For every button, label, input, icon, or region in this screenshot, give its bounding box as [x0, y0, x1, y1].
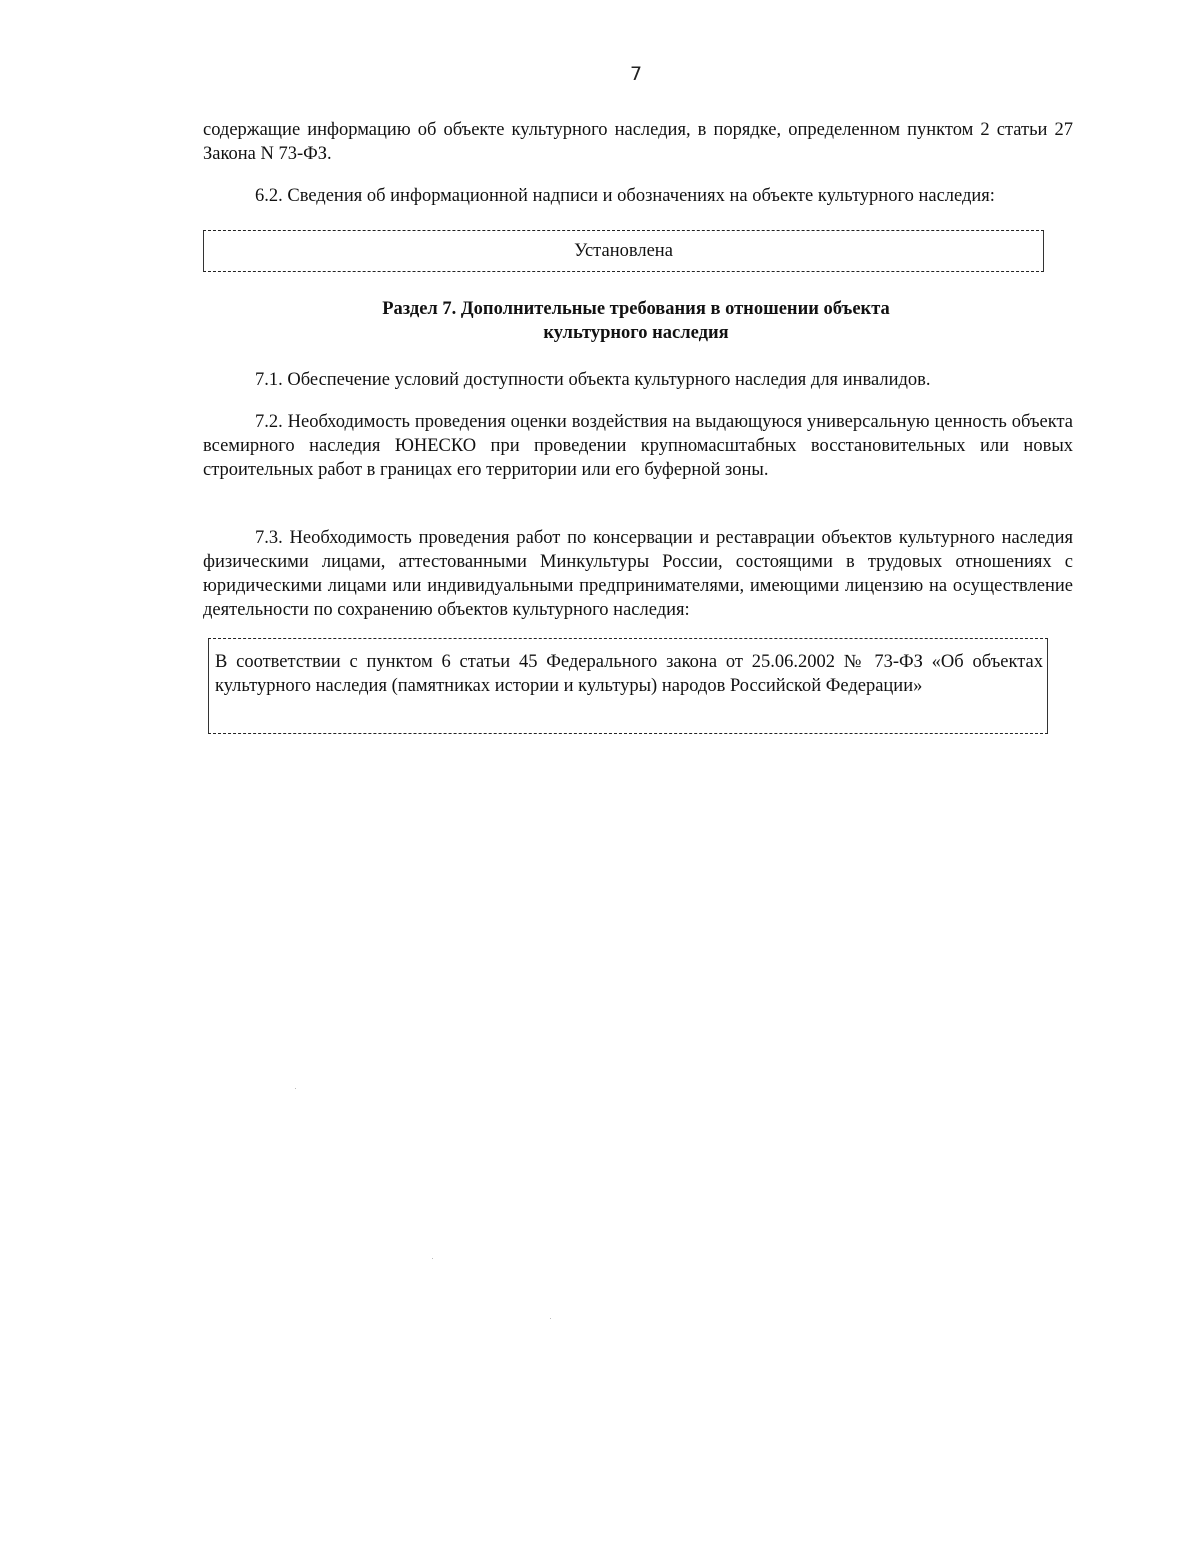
legal-basis-box [208, 638, 1048, 734]
section-7-title-line-2: культурного наследия [543, 323, 729, 343]
paragraph-6-2: 6.2. Сведения об информационной надписи и обозначениях на объекте культурного наследия: [255, 186, 995, 206]
paragraph-7-3: 7.3. Необходимость проведения работ по консервации и реставрации объектов культурного наследия физическими лицами, аттестованными Минкультуры России, состоящими в трудовых отношениях с юридическими лицами или индивидуальными предпринимателями, имеющими лицензию на осуществление деятельности по сохранению объектов культурного наследия: [203, 528, 1073, 620]
paragraph-7-1: 7.1. Обеспечение условий доступности объекта культурного наследия для инвалидов. [255, 370, 931, 390]
paragraph-7-2: 7.2. Необходимость проведения оценки воздействия на выдающуюся универсальную ценность объекта всемирного наследия ЮНЕСКО при проведении крупномасштабных восстановительных или новых строительных работ в границах его территории или его буферной зоны. [203, 412, 1073, 480]
info-inscription-value: Установлена [574, 241, 673, 261]
section-7-title-line-1: Раздел 7. Дополнительные требования в отношении объекта [382, 299, 890, 319]
scan-speck [432, 1258, 433, 1259]
legal-basis-text: В соответствии с пунктом 6 статьи 45 Федерального закона от 25.06.2002 № 73-ФЗ «Об объектах культурного наследия (памятниках истории и культуры) народов Российской Федерации» [215, 652, 1043, 696]
section-7-title [300, 297, 972, 345]
paragraph-continuation: содержащие информацию об объекте культурного наследия, в порядке, определенном пунктом 2 статьи 27 Закона N 73-ФЗ. [203, 120, 1073, 164]
page-number: 7 [629, 63, 643, 85]
scan-speck [295, 1088, 296, 1089]
scan-speck [550, 1318, 551, 1319]
info-inscription-box [203, 230, 1044, 272]
